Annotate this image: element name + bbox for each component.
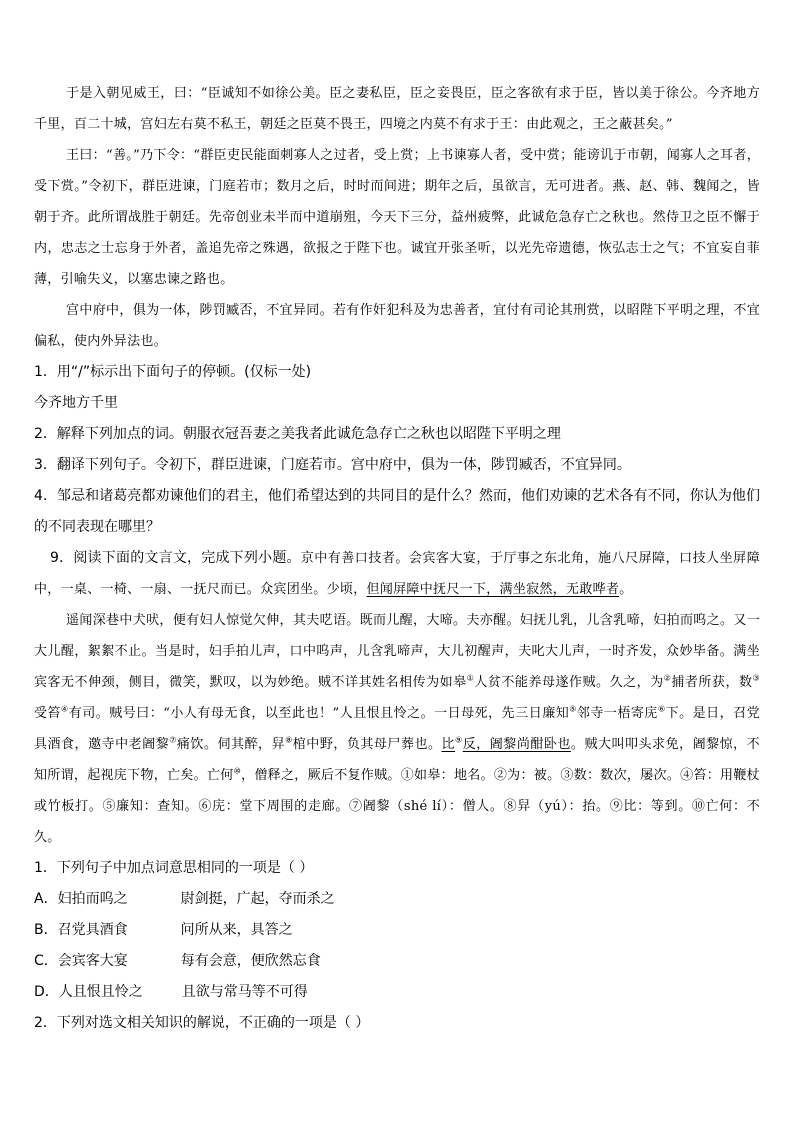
section-9-intro: 9．阅读下面的文言文，完成下列小题。 bbox=[50, 550, 301, 566]
question-2: 2．解释下列加点的词。朝服衣冠吾妻之美我者此诚危急存亡之秋也以昭陛下平明之理 bbox=[34, 426, 561, 442]
p2-text-b: 人贫不能养母遂作贼。久之，为 bbox=[474, 675, 664, 690]
option-b-first: 召党具酒食 bbox=[57, 922, 128, 938]
question-2-2: 2．下列对选文相关知识的解说，不正确的一项是（ ） bbox=[34, 1015, 370, 1031]
option-c-label: C． bbox=[34, 953, 58, 969]
option-d-label: D． bbox=[34, 984, 59, 1000]
footnote-marker-7: ⑦ bbox=[169, 735, 177, 745]
footnote-marker-9: ⑨ bbox=[455, 735, 463, 745]
question-4: 4．邹忌和诸葛亮都劝谏他们的君主，他们希望达到的共同目的是什么？然而，他们劝谏的艺术各有不同，你认为他们的不同表现在哪里？ bbox=[34, 488, 760, 535]
option-d-first: 人且恨且怜之 bbox=[58, 984, 143, 1000]
option-a bbox=[34, 884, 760, 915]
passage1-paragraph-1: 于是入朝见威王，曰：“臣诚知不如徐公美。臣之妻私臣，臣之妾畏臣，臣之客欲有求于臣，皆以美于徐公。今齐地方千里，百二十城，宫妇左右莫不私王，朝廷之臣莫不畏王，四境之内莫不有求于王：由此观之，王之蔽甚矣。” bbox=[34, 86, 760, 132]
footnote-marker-2: ② bbox=[663, 673, 672, 683]
p2-text-c: 捕者所获，数 bbox=[671, 675, 753, 690]
p2-text-g: 下。是日，召党具酒食，邀寺中老阇黎 bbox=[34, 706, 760, 752]
footnote-marker-8: ⑧ bbox=[285, 735, 293, 745]
section-9-text-1: 京中有善口技者。会宾客大宴，于厅事之东北角，施八尺屏障，口技人坐屏障中，一桌、一椅、一扇、一抚尺而已。众宾团坐。少顷， bbox=[34, 551, 760, 597]
option-c-first: 会宾客大宴 bbox=[57, 953, 128, 969]
option-d-second: 且欲与常马等不可得 bbox=[181, 984, 308, 1000]
section-9-underlined-sentence: 但闻屏障中抚尺一下，满坐寂然，无敢哗者 bbox=[366, 582, 620, 597]
p2-underlined-1: 比 bbox=[441, 737, 456, 752]
footnote-marker-10: ⑩ bbox=[233, 766, 242, 776]
passage1-paragraph-3: 宫中府中，俱为一体，陟罚臧否，不宜异同。若有作奸犯科及为忠善者，宜付有司论其刑赏，以昭陛下平明之理，不宜偏私，使内外异法也。 bbox=[34, 303, 760, 349]
section-9-period: 。 bbox=[619, 582, 633, 597]
option-a-second: 尉剑挺，广起，夺而杀之 bbox=[180, 891, 335, 907]
p2-text-f: 邻寺一梧寄庑 bbox=[576, 706, 658, 721]
p2-text-e: 有司。贼号曰：“小人有母无食，以至此也！”人且恨且怜之。一日母死，先三日廉知 bbox=[68, 706, 570, 721]
question-1: 1．用“/”标示出下面句子的停顿。(仅标一处) bbox=[34, 364, 312, 380]
p2-text-a: 遥闻深巷中犬吠，便有妇人惊觉欠伸，其夫呓语。既而儿醒，大啼。夫亦醒。妇抚儿乳，儿含乳啼，妇拍而呜之。又一大儿醒，絮絮不止。当是时，妇手拍儿声，口中呜声，儿含乳啼声，大儿初醒声，夫叱大儿声，一时齐发，众妙毕备。满坐宾客无不伸颈，侧目，微笑，默叹，以为妙绝。贼不详其姓名相传为如皋 bbox=[34, 613, 760, 690]
question-2-1: 1．下列句子中加点词意思相同的一项是（ ） bbox=[34, 860, 314, 876]
footnote-marker-5: ⑤ bbox=[569, 704, 577, 714]
footnote-marker-3: ③ bbox=[752, 673, 760, 683]
passage1-paragraph-2: 王曰：“善。”乃下令：“群臣吏民能面刺寡人之过者，受上赏；上书谏寡人者，受中赏；能谤讥于市朝，闻寡人之耳者，受下赏。”令初下，群臣进谏，门庭若市；数月之后，时时而间进；期年之后，虽欲言，无可进者。燕、赵、韩、魏闻之，皆朝于齐。此所谓战胜于朝廷。先帝创业未半而中道崩殂，今天下三分，益州疲弊，此诚危急存亡之秋也。然侍卫之臣不懈于内，忠志之士忘身于外者，盖追先帝之殊遇，欲报之于陛下也。诚宜开张圣听，以光先帝遗德，恢弘志士之气；不宜妄自菲薄，引喻失义，以塞忠谏之路也。 bbox=[34, 148, 760, 287]
footnote-marker-1: ① bbox=[466, 673, 475, 683]
option-c bbox=[34, 946, 760, 977]
p2-underlined-2: 反，阇黎尚酣卧也 bbox=[462, 737, 571, 752]
option-a-label: A． bbox=[34, 891, 58, 907]
p2-text-d: 受笞 bbox=[34, 706, 62, 721]
option-c-second: 每有会意，便欣然忘食 bbox=[180, 953, 321, 969]
section-9-paragraph-1 bbox=[34, 543, 760, 605]
question-1-sentence: 今齐地方千里 bbox=[34, 395, 118, 411]
footnote-marker-6: ⑥ bbox=[657, 704, 666, 714]
option-b-second: 问所从来，具答之 bbox=[180, 922, 293, 938]
p2-text-k: ，僧释之，厥后不复作贼。 bbox=[241, 768, 401, 783]
p2-text-h: 痛饮。伺其醉，舁 bbox=[176, 737, 286, 752]
option-b bbox=[34, 915, 760, 946]
option-a-first: 妇拍而呜之 bbox=[57, 891, 128, 907]
p2-text-j: 。贼大叫叩头求免，阇黎惊，不知所谓，起视庑下物，亡矣。亡何 bbox=[34, 737, 760, 783]
section-9-paragraph-2 bbox=[34, 605, 760, 853]
p2-text-i: 棺中野，负其母尸葬也。 bbox=[292, 737, 442, 752]
annotation-notes: ①如皋：地名。②为：被。③数：数次，屡次。④笞：用鞭杖或竹板打。⑤廉知：查知。⑥庑：堂下周围的走廊。⑦阇黎（shé lí）：僧人。⑧舁（yú）：抬。⑨比：等到。⑩亡何：不久。 bbox=[34, 768, 760, 845]
option-b-label: B． bbox=[34, 922, 58, 938]
option-d bbox=[34, 977, 760, 1008]
question-3: 3．翻译下列句子。令初下，群臣进谏，门庭若市。宫中府中，俱为一体，陟罚臧否，不宜异同。 bbox=[34, 457, 631, 473]
footnote-marker-4: ④ bbox=[61, 704, 69, 714]
